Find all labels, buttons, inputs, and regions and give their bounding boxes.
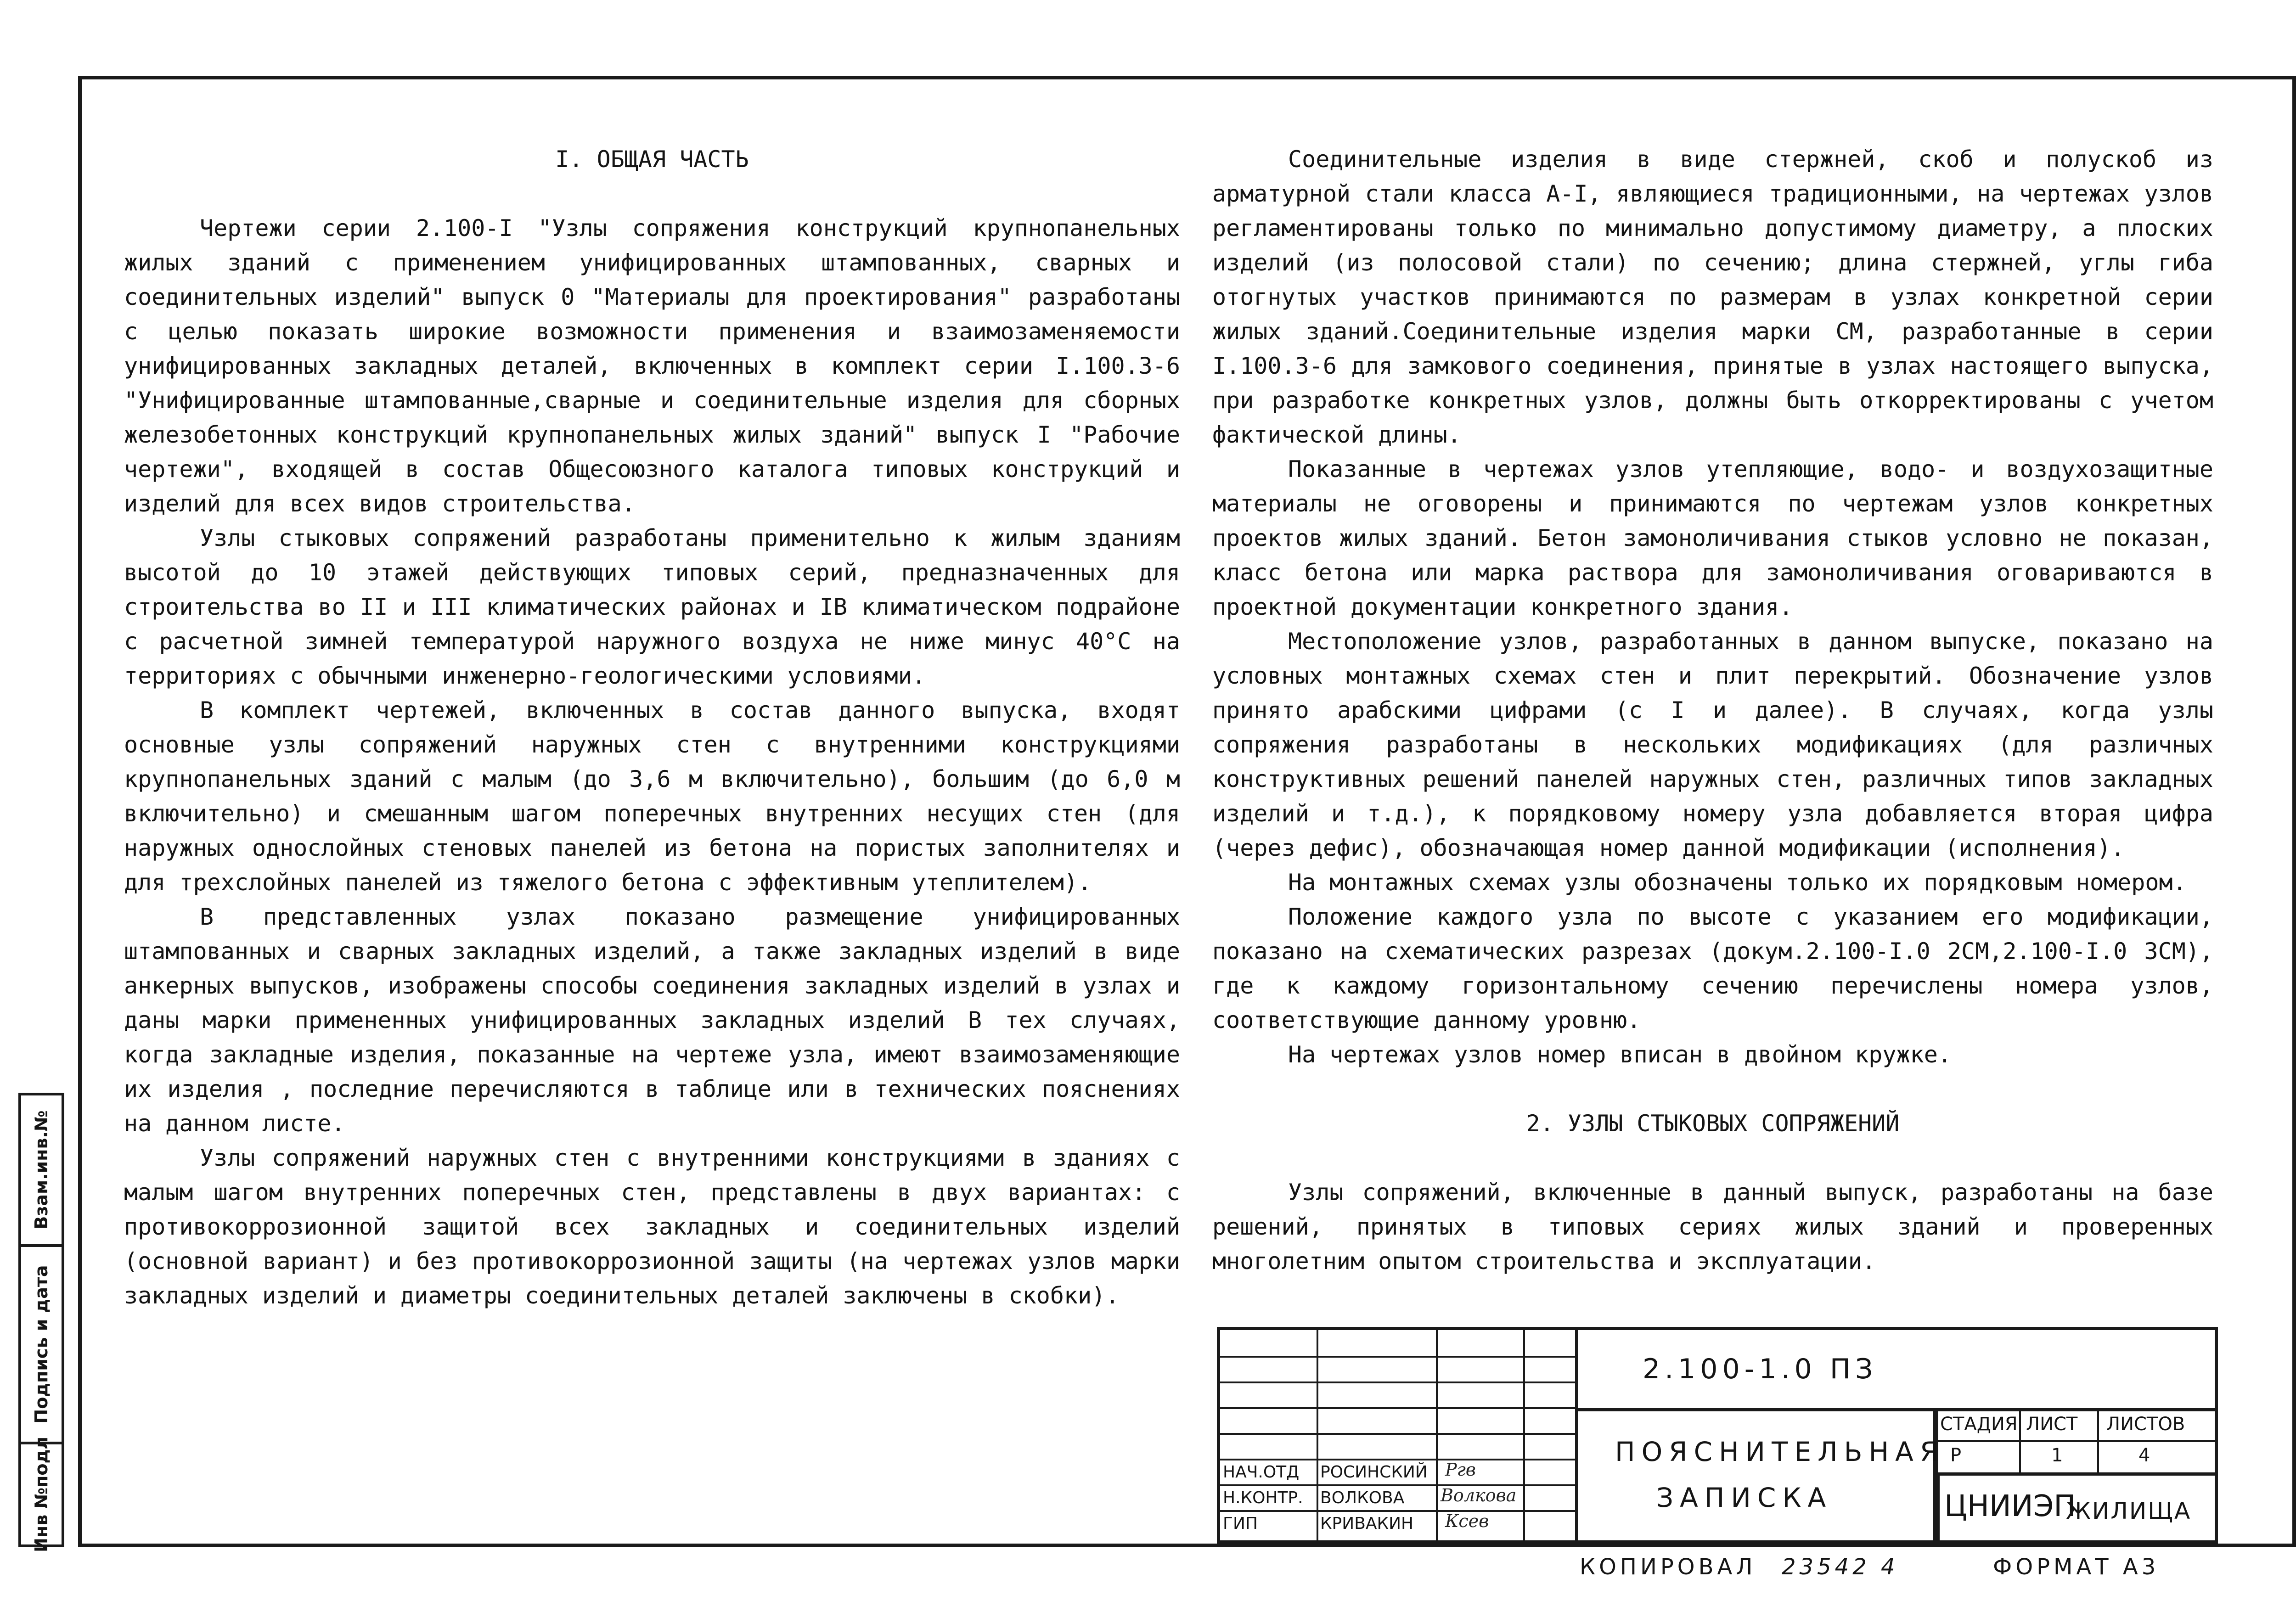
paragraph: На чертежах узлов номер вписан в двойном кружке.	[1288, 1041, 1952, 1068]
sheet-label: ЛИСТ	[2026, 1414, 2078, 1435]
side-stamp-replaced-inv: Взам.инв.№	[21, 1095, 62, 1247]
paragraph: На монтажных схемах узлы обозначены только их порядковым номером.	[1288, 869, 2187, 896]
format-label: ФОРМАТ А3	[1993, 1554, 2160, 1580]
section-2-heading: 2. УЗЛЫ СТЫКОВЫХ СОПРЯЖЕНИЙ	[1526, 1110, 1900, 1137]
role-chief-engineer: ГИП	[1223, 1514, 1258, 1533]
document-code: 2.100-1.0 ПЗ	[1643, 1353, 1878, 1385]
side-stamp-signature-date: Подпись и дата	[21, 1247, 62, 1444]
stage-value: Р	[1950, 1445, 1962, 1466]
document-title: ПОЯСНИТЕЛЬНАЯ ЗАПИСКА	[1615, 1436, 1945, 1513]
paragraph: Чертежи серии 2.100-I "Узлы сопряжения конструкций крупнопанельных жилых зданий с применением унифицированных штампованных, сварных и соединительных изделий" выпуск 0 "Материалы для проектирования" разработаны с целью показать широкие возможности применения и взаимозаменяемости унифицированных закладных деталей, включенных в комплект серии I.100.3-6 "Унифицированные штампованные,сварные и соединительные изделия для сборных железобетонных конструкций крупнопанельных жилых зданий" выпуск I "Рабочие чертежи", входящей в состав Общесоюзного каталога типовых конструкций и изделий для всех видов строительства.	[124, 215, 1180, 517]
paragraph: Узлы сопряжений, включенные в данный выпуск, разработаны на базе решений, принятых в типовых сериях жилых зданий и проверенных многолетним опытом строительства и эксплуатации.	[1212, 1179, 2213, 1275]
name-chief-engineer: КРИВАКИН	[1320, 1514, 1414, 1533]
role-norm-control: Н.КОНТР.	[1223, 1488, 1303, 1507]
copy-number: 23542 4	[1782, 1554, 1899, 1580]
sheet-value: 1	[2051, 1445, 2063, 1466]
sheets-value: 4	[2138, 1445, 2150, 1466]
side-stamp	[18, 1093, 64, 1552]
side-stamp-original-inv: Инв №подл	[31, 1437, 51, 1552]
title-block	[1217, 1327, 2218, 1544]
paragraph: Местоположение узлов, разработанных в данном выпуске, показано на условных монтажных схемах стен и плит перекрытий. Обозначение узлов принято арабскими цифрами (с I и далее). В случаях, когда узлы сопряжения разработаны в нескольких модификациях (для различных конструктивных решений панелей наружных стен, различных типов закладных изделий и т.д.), к порядковому номеру узла добавляется вторая цифра (через дефис), обозначающая номер данной модификации (исполнения).	[1212, 628, 2213, 861]
paragraph: Узлы сопряжений наружных стен с внутренними конструкциями в зданиях с малым шагом внутренних поперечных стен, представлены в двух вариантах: с противокоррозионной защитой всех закладных и соединительных изделий (основной вариант) и без противокоррозионной защиты (на чертежах узлов марки закладных изделий и диаметры соединительных деталей заключены в скобки).	[124, 1145, 1180, 1309]
role-head-of-dept: НАЧ.ОТД	[1223, 1463, 1300, 1482]
copied-label: КОПИРОВАЛ	[1580, 1554, 1756, 1580]
paragraph: Показанные в чертежах узлов утепляющие, водо- и воздухозащитные материалы не оговорены и принимаются по чертежам узлов конкретных проектов жилых зданий. Бетон замоноличивания стыков условно не показан, класс бетона или марка раствора для замоноличивания оговариваются в проектной документации конкретного здания.	[1212, 456, 2213, 620]
paragraph: Положение каждого узла по высоте с указанием его модификации, показано на схематических разрезах (докум.2.100-I.0 2СМ,2.100-I.0 3СМ), где к каждому горизонтальному сечению перечислены номера узлов, соответствующие данному уровню.	[1212, 904, 2213, 1033]
paragraph: В комплект чертежей, включенных в состав данного выпуска, входят основные узлы сопряжений наружных стен с внутренними конструкциями крупнопанельных зданий с малым (до 3,6 м включительно), большим (до 6,0 м включительно) и смешанным шагом поперечных внутренних несущих стен (для наружных однослойных стеновых панелей из бетона на пористых заполнителях и для трехслойных панелей из тяжелого бетона с эффективным утеплителем).	[124, 697, 1180, 896]
signature-chief-engineer: Ксев	[1445, 1511, 1489, 1531]
section-1-heading: I. ОБЩАЯ ЧАСТЬ	[555, 146, 749, 173]
paragraph: В представленных узлах показано размещение унифицированных штампованных и сварных закладных изделий, а также закладных изделий в виде анкерных выпусков, изображены способы соединения закладных изделий в узлах и даны марки примененных унифицированных закладных изделий В тех случаях, когда закладные изделия, показанные на чертеже узла, имеют взаимозаменяющие их изделия , последние перечисляются в таблице или в технических пояснениях на данном листе.	[124, 904, 1180, 1137]
right-column	[1212, 142, 2213, 1279]
left-column	[124, 142, 1180, 1313]
signature-head-of-dept: Ргв	[1445, 1460, 1476, 1480]
paragraph: Соединительные изделия в виде стержней, скоб и полускоб из арматурной стали класса А-I, являющиеся традиционными, на чертежах узлов регламентированы только по минимально допустимому диаметру, а плоских изделий (из полосовой стали) по сечению; длина стержней, углы гиба отогнутых участков принимаются по размерам в узлах конкретной серии жилых зданий.Соединительные изделия марки СМ, разработанные в серии I.100.3-6 для замкового соединения, принятые в узлах настоящего выпуска, при разработке конкретных узлов, должны быть откорректированы с учетом фактической длины.	[1212, 146, 2213, 448]
stage-label: СТАДИЯ	[1940, 1414, 2018, 1435]
stage-sheet-table	[1936, 1408, 2215, 1472]
organization: ЦНИИЭП ЖИЛИЩА	[1936, 1472, 2215, 1540]
name-norm-control: ВОЛКОВА	[1320, 1488, 1405, 1507]
name-head-of-dept: РОСИНСКИЙ	[1320, 1463, 1428, 1482]
signature-norm-control: Волкова	[1441, 1485, 1517, 1505]
paragraph: Узлы стыковых сопряжений разработаны применительно к жилым зданиям высотой до 10 этажей действующих типовых серий, предназначенных для строительства во II и III климатических районах и IB климатическом подрайоне с расчетной зимней температурой наружного воздуха не ниже минус 40°С на территориях с обычными инженерно-геологическими условиями.	[124, 525, 1180, 689]
sheets-label: ЛИСТОВ	[2106, 1414, 2185, 1435]
